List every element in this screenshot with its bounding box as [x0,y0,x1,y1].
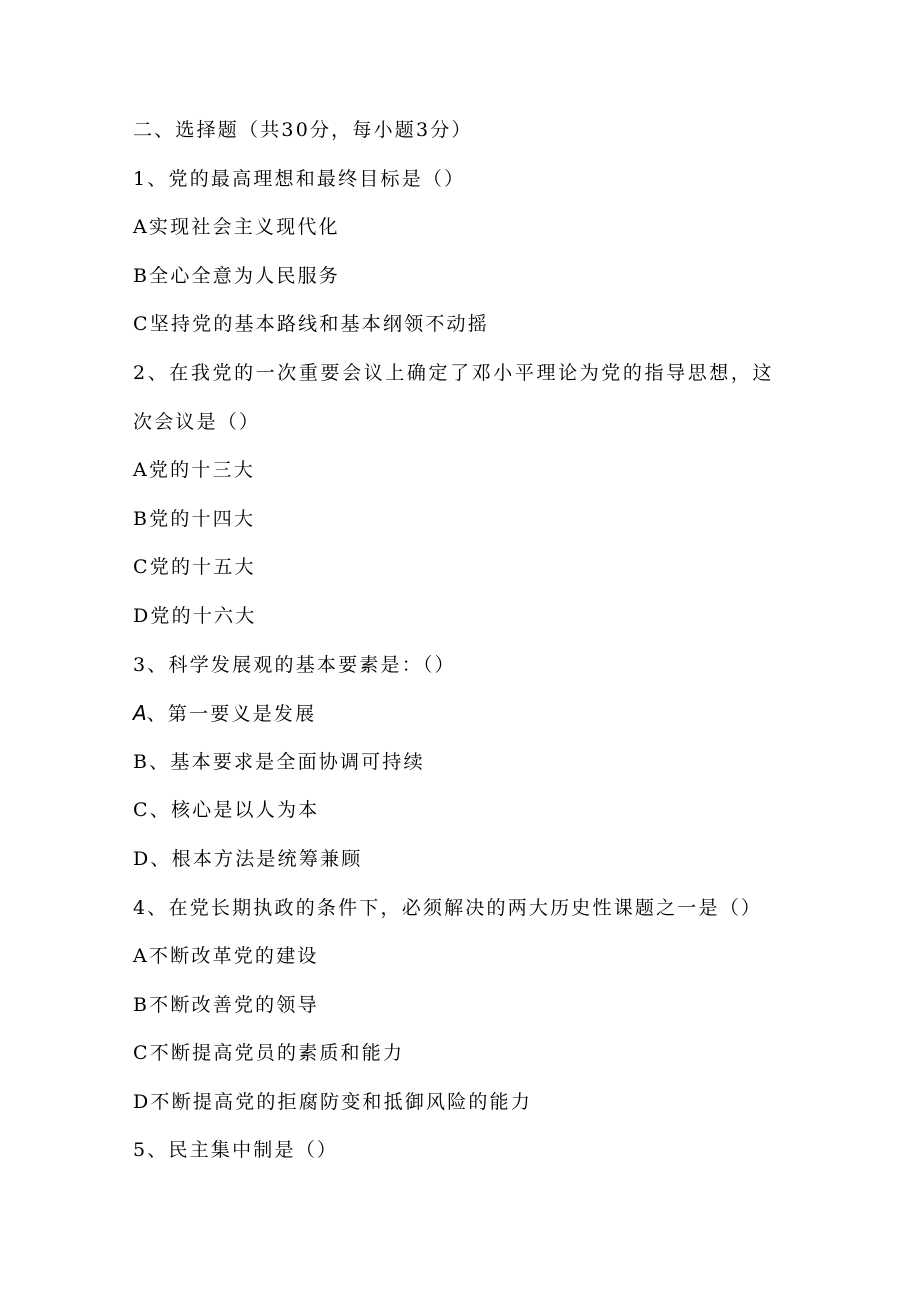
question-3-option-a [133,697,793,746]
question-4-stem: 4、在党长期执政的条件下，必须解决的两大历史性课题之一是（） [133,896,763,919]
question-3-option-c: C、核心是以人为本 [133,799,320,822]
question-3-stem: 3、科学发展观的基本要素是：（） [133,653,456,676]
question-2-option-a: A党的十三大 [133,459,255,482]
question-2-option-c: C党的十五大 [133,556,256,579]
question-5-stem: 5、民主集中制是（） [133,1139,339,1162]
question-4-option-c: C不断提高党员的素质和能力 [133,1042,405,1065]
question-2-option-d: D党的十六大 [133,604,257,627]
question-4-option-b: B不断改善党的领导 [133,993,319,1016]
question-2-option-b: B党的十四大 [133,507,256,530]
question-2-stem-line-1: 2、在我党的一次重要会议上确定了邓小平理论为党的指导思想，这 [133,361,775,384]
question-1-stem: 1、党的最高理想和最终目标是（） [133,167,466,190]
question-4-option-d: D不断提高党的拒腐防变和抵御风险的能力 [133,1090,533,1113]
question-3-option-d: D、根本方法是统筹兼顾 [133,847,363,870]
question-2-stem-line-2: 次会议是（） [133,410,261,433]
question-3-option-a-letter: A [133,701,147,726]
question-1-option-a: A实现社会主义现代化 [133,216,340,239]
exam-content [133,114,793,1183]
question-3-option-b: B、基本要求是全面协调可持续 [133,750,425,773]
section-heading: 二、选择题（共30分，每小题3分） [133,119,473,141]
question-4-option-a: A不断改革党的建设 [133,945,319,968]
question-1-option-b: B全心全意为人民服务 [133,264,340,287]
question-3-option-a-text: 、第一要义是发展 [146,703,317,726]
question-1-option-c: C坚持党的基本路线和基本纲领不动摇 [133,313,489,336]
